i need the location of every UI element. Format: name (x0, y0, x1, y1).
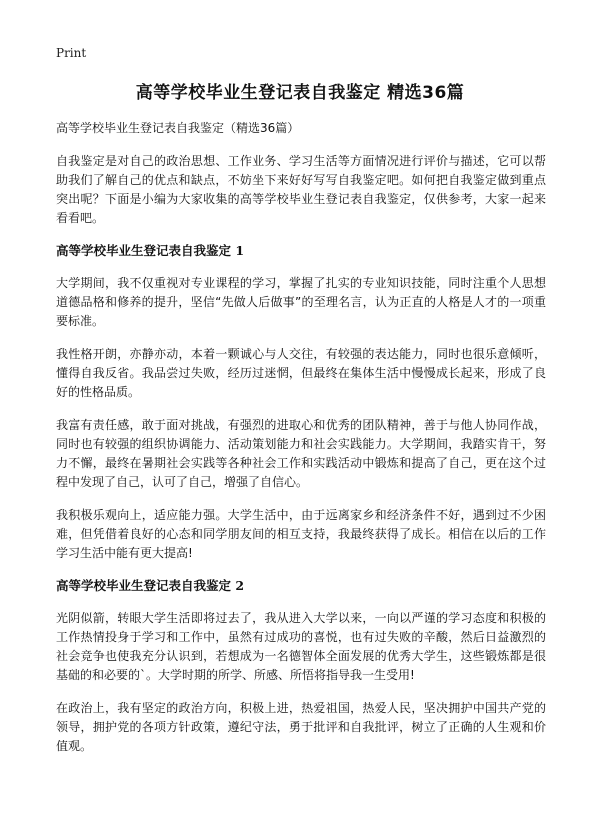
page-title: 高等学校毕业生登记表自我鉴定 精选36篇 (135, 83, 465, 103)
section-heading-1: 高等学校毕业生登记表自我鉴定 1 (56, 243, 245, 258)
intro-paragraph: 自我鉴定是对自己的政治思想、工作业务、学习生活等方面情况进行评价与描述，它可以帮助我们了解自己的优点和缺点，不妨坐下来好好写写自我鉴定吧。如何把自我鉴定做到重点突出呢？下面是小编为大家收集的高等学校毕业生登记表自我鉴定，仅供参考，大家一起来看看吧。 (56, 154, 546, 225)
section-1-paragraph: 我富有责任感，敢于面对挑战，有强烈的进取心和优秀的团队精神，善于与他人协同作战，同时也有较强的组织协调能力、活动策划能力和社会实践能力。大学期间，我踏实肯干，努力不懈，最终在暑期社会实践等各种社会工作和实践活动中锻炼和提高了自己，更在这个过程中发现了自己，认可了自己，增强了自信心。 (56, 418, 546, 489)
section-2-paragraph: 光阴似箭，转眼大学生活即将过去了，我从进入大学以来，一向以严谨的学习态度和积极的工作热情投身于学习和工作中，虽然有过成功的喜悦，也有过失败的辛酸，然后日益激烈的社会竞争也使我充分认识到，若想成为一名德智体全面发展的优秀大学生，这些锻炼都是很基础的和必要的`。大学时期的所学、所感、所悟将指导我一生受用! (56, 611, 546, 682)
section-heading-2: 高等学校毕业生登记表自我鉴定 2 (56, 578, 245, 593)
section-1-paragraph: 我性格开朗，亦静亦动，本着一颗诚心与人交往，有较强的表达能力，同时也很乐意倾听，懂得自我反省。我品尝过失败，经历过迷惘，但最终在集体生活中慢慢成长起来，形成了良好的性格品质。 (56, 347, 546, 399)
document-body (56, 118, 546, 770)
document-subtitle: 高等学校毕业生登记表自我鉴定（精选36篇） (56, 121, 300, 135)
print-link[interactable]: Print (56, 46, 87, 60)
section-1-paragraph: 大学期间，我不仅重视对专业课程的学习，掌握了扎实的专业知识技能，同时注重个人思想道德品格和修养的提升，坚信“先做人后做事”的至理名言，认为正直的人格是人才的一项重要标准。 (56, 276, 546, 328)
section-2-paragraph: 在政治上，我有坚定的政治方向，积极上进，热爱祖国，热爱人民，坚决拥护中国共产党的领导，拥护党的各项方针政策，遵纪守法，勇于批评和自我批评，树立了正确的人生观和价值观。 (56, 701, 546, 753)
section-1-paragraph: 我积极乐观向上，适应能力强。大学生活中，由于远离家乡和经济条件不好，遇到过不少困难，但凭借着良好的心态和同学朋友间的相互支持，我最终获得了成长。相信在以后的工作学习生活中能有更大提高! (56, 508, 546, 560)
